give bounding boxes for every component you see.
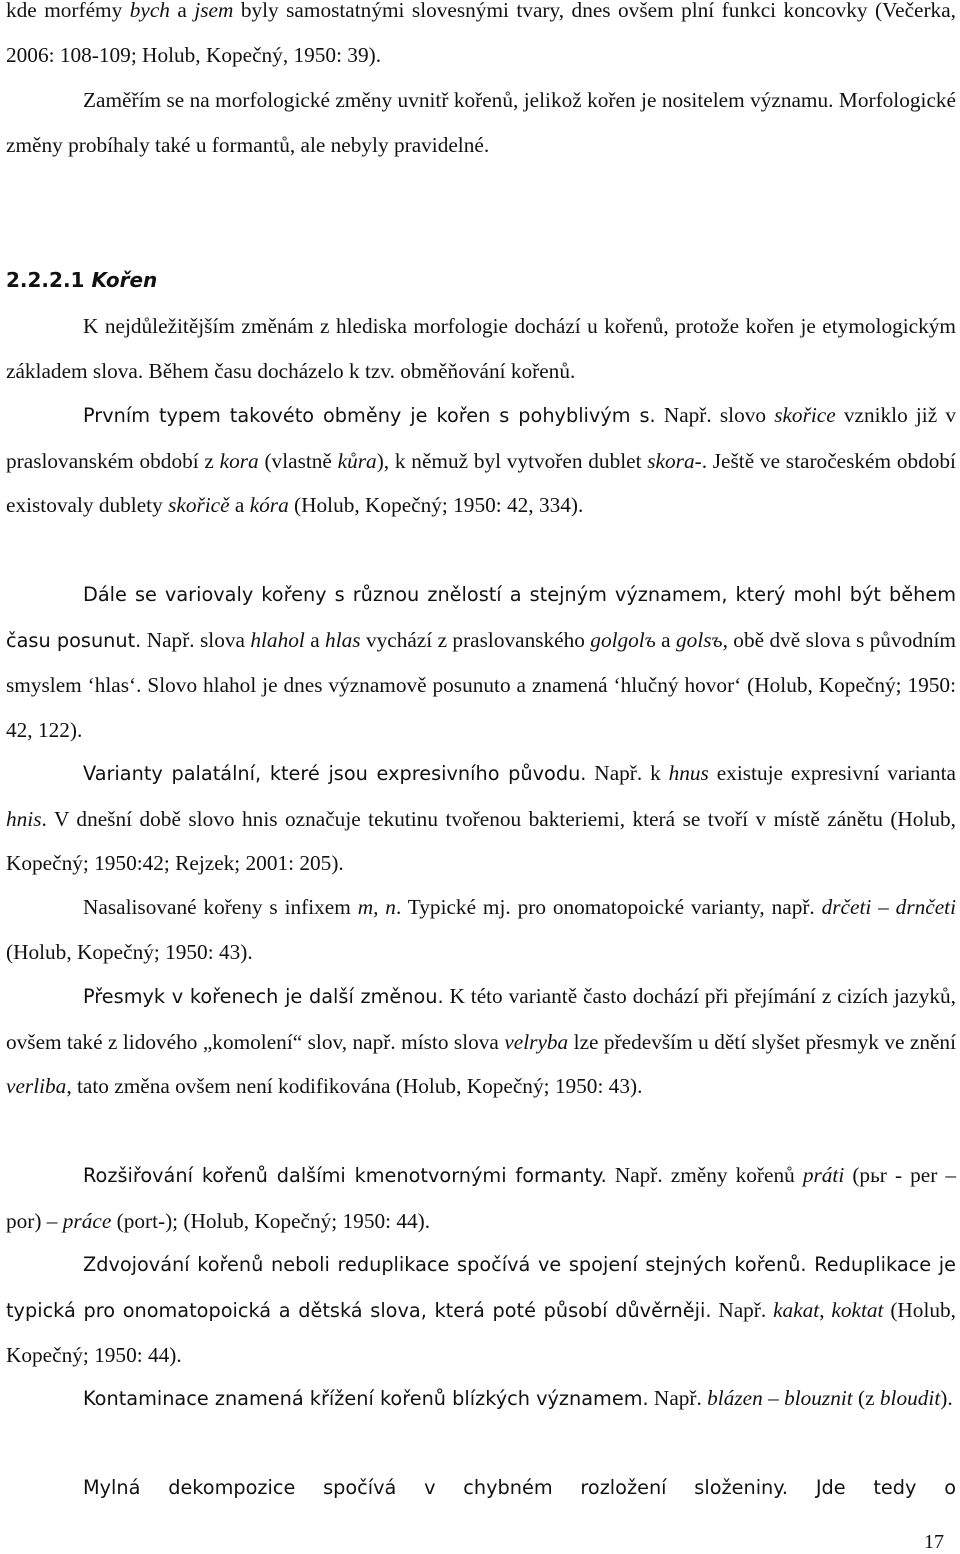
section-number: 2.2.2.1 bbox=[6, 268, 85, 292]
paragraph-root-intro: K nejdůležitějším změnám z hlediska morfologie dochází u kořenů, protože kořen je etymologickým základem slova. Během času docházelo k tzv. obměňování kořenů. bbox=[6, 314, 956, 383]
paragraph-nasal: Nasalisované kořeny s infixem m, n. Typické mj. pro onomatopoické varianty, např. drčeti – drnčeti (Holub, Kopečný; 1950: 43). bbox=[6, 895, 957, 964]
paragraph-decomposition: Mylná dekompozice spočívá v chybném rozložení složeniny. Jde tedy o bbox=[83, 1476, 956, 1499]
paragraph-morphemes: kde morfémy bych a jsem byly samostatnými slovesnými tvary, dnes ovšem plní funkci koncovky (Večerka, 2006: 108-109; Holub, Kopečný, 1950: 39). bbox=[6, 0, 956, 67]
section-heading bbox=[6, 260, 157, 300]
paragraph-palatal: Varianty palatální, které jsou expresivního původu. Např. k hnus existuje expresivní varianta hnis. V dnešní době slovo hnis označuje tekutinu tvořenou bakteriemi, která se tvoří v místě zánětu (Holub, Kopečný; 1950:42; Rejzek; 2001: 205). bbox=[6, 761, 956, 875]
section-title: Kořen bbox=[91, 268, 158, 292]
paragraph-reduplication: Zdvojování kořenů neboli reduplikace spočívá ve spojení stejných kořenů. Reduplikace je typická pro onomatopoická a dětská slova, která poté působí důvěrněji. Např. kakat, koktat (Holub, Kopečný; 1950: 44). bbox=[6, 1253, 956, 1367]
paragraph-voicing: Dále se variovaly kořeny s různou znělostí a stejným významem, který mohl být během času posunut. Např. slova hlahol a hlas vychází z praslovanského golgolъ a golsъ, obě dvě slova s původním smyslem ‘hlas‘. Slovo hlahol je dnes významově posunuto a znamená ‘hlučný hovor‘ (Holub, Kopečný; 1950: 42, 122). bbox=[6, 583, 957, 742]
paragraph-mobile-s: Prvním typem takovéto obměny je kořen s pohyblivým s. Např. slovo skořice vzniklo již v praslovanském období z kora (vlastně kůra), k němuž byl vytvořen dublet skora-. Ještě ve staročeském období existovaly dublety skořicě a kóra (Holub, Kopečný; 1950: 42, 334). bbox=[6, 403, 956, 517]
paragraph-extension: Rozšiřování kořenů dalšími kmenotvornými formanty. Např. změny kořenů práti (рьr - per – por) – práce (port-); (Holub, Kopečný; 1950: 44). bbox=[6, 1163, 957, 1233]
page-number: 17 bbox=[924, 1531, 944, 1553]
paragraph-focus: Zaměřím se na morfologické změny uvnitř kořenů, jelikož kořen je nositelem významu. Morfologické změny probíhaly také u formantů, ale nebyly pravidelné. bbox=[6, 88, 956, 157]
paragraph-metathesis: Přesmyk v kořenech je další změnou. K této variantě často dochází při přejímání z cizích jazyků, ovšem také z lidového „komolení“ slov, např. místo slova velryba lze především u dětí slyšet přesmyk ve znění verliba, tato změna ovšem není kodifikována (Holub, Kopečný; 1950: 43). bbox=[6, 984, 956, 1098]
paragraph-contamination: Kontaminace znamená křížení kořenů blízkých významem. Např. blázen – blouznit (z bloudit). bbox=[83, 1386, 953, 1410]
